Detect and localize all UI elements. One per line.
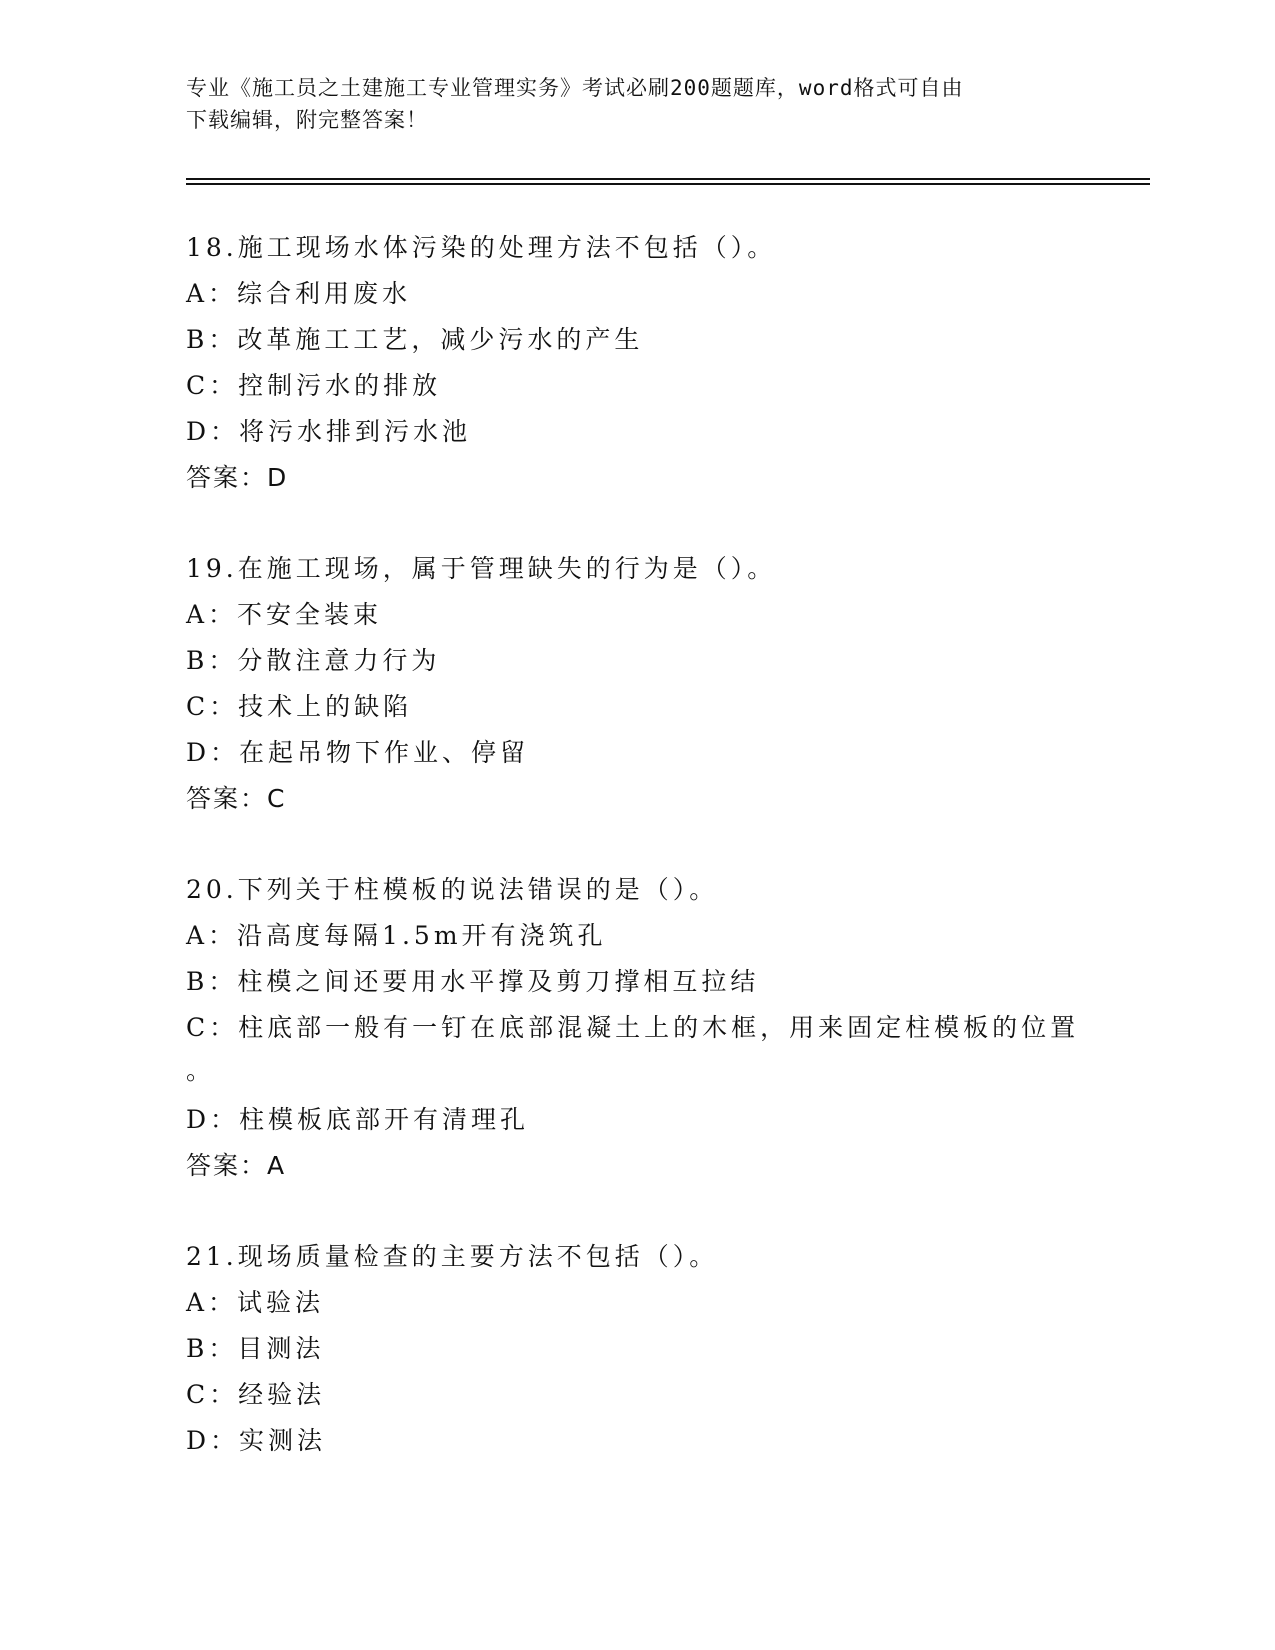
question-stem: 20.下列关于柱模板的说法错误的是（）。 <box>186 875 719 904</box>
answer: 答案：A <box>186 1151 287 1180</box>
answer: 答案：C <box>186 784 287 813</box>
option-d: D：实测法 <box>186 1426 327 1455</box>
option-b: B：改革施工工艺，减少污水的产生 <box>186 325 644 354</box>
question-20 <box>186 867 1136 1189</box>
option-c: C：技术上的缺陷 <box>186 692 413 721</box>
header-line-1: 专业《施工员之土建施工专业管理实务》考试必刷200题题库，word格式可自由 <box>186 76 964 100</box>
option-c-continuation: 。 <box>186 1056 216 1085</box>
header-line-2: 下载编辑，附完整答案！ <box>186 108 428 132</box>
option-d: D：柱模板底部开有清理孔 <box>186 1105 530 1134</box>
option-b: B：柱模之间还要用水平撑及剪刀撑相互拉结 <box>186 967 760 996</box>
question-stem: 21.现场质量检查的主要方法不包括（）。 <box>186 1242 719 1271</box>
option-b: B：分散注意力行为 <box>186 646 441 675</box>
option-b: B：目测法 <box>186 1334 325 1363</box>
question-18 <box>186 225 1136 501</box>
question-stem: 19.在施工现场，属于管理缺失的行为是（）。 <box>186 554 777 583</box>
header-divider-top <box>186 178 1150 180</box>
option-a: A：不安全装束 <box>186 600 383 629</box>
option-d: D：将污水排到污水池 <box>186 417 472 446</box>
document-header <box>186 72 1086 136</box>
option-c: C：控制污水的排放 <box>186 371 442 400</box>
option-c: C：经验法 <box>186 1380 326 1409</box>
option-a: A：试验法 <box>186 1288 325 1317</box>
option-a: A：综合利用废水 <box>186 279 412 308</box>
option-a: A：沿高度每隔1.5m开有浇筑孔 <box>186 921 607 950</box>
header-divider-bottom <box>186 183 1150 185</box>
question-19 <box>186 546 1136 822</box>
question-21 <box>186 1234 1136 1464</box>
question-stem: 18.施工现场水体污染的处理方法不包括（）。 <box>186 233 777 262</box>
answer: 答案：D <box>186 463 289 492</box>
option-c: C：柱底部一般有一钉在底部混凝土上的木框，用来固定柱模板的位置 <box>186 1013 1080 1042</box>
option-d: D：在起吊物下作业、停留 <box>186 738 530 767</box>
